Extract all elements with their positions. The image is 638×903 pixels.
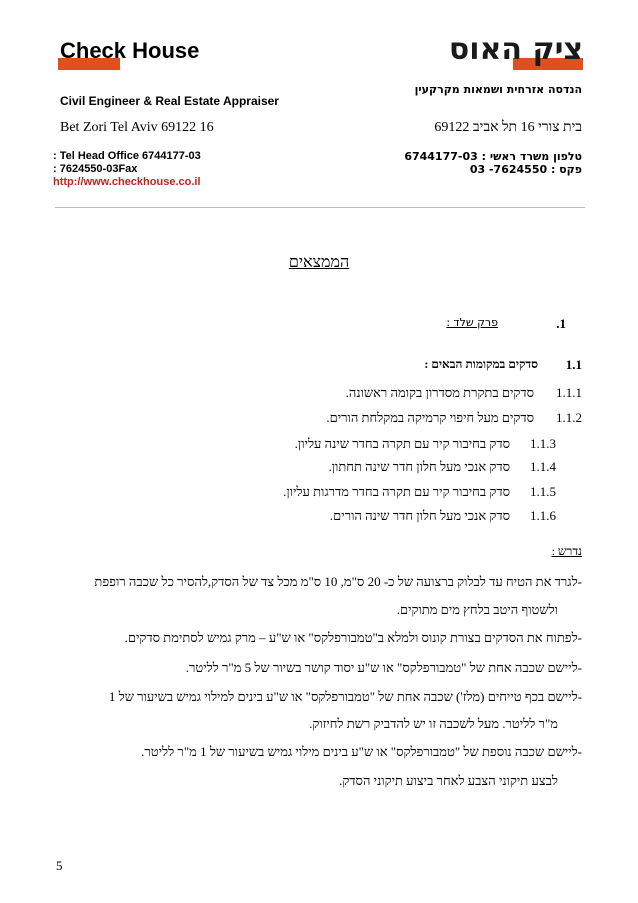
fax-hebrew: פקס : 7624550- 03 xyxy=(469,163,582,176)
logo-english xyxy=(60,38,199,64)
required-line: -ליישם שכבה נוספת של "טמבורפלקס" או ש"ע בינים מילוי גמיש בשיעור של 1 מ"ר לליטר. xyxy=(141,744,582,759)
required-line: לבצע תיקוני הצבע לאחר ביצוע תיקוני הסדק. xyxy=(339,773,558,788)
section-1-1-number: 1.1 xyxy=(565,357,582,372)
section-1-number: .1 xyxy=(556,316,566,331)
item-number: 1.1.1 xyxy=(556,385,582,400)
page-number: 5 xyxy=(56,858,63,873)
subtitle-english: Civil Engineer & Real Estate Appraiser xyxy=(60,94,279,108)
page-title: הממצאים xyxy=(288,254,350,271)
logo-english-text: Check House xyxy=(60,38,200,63)
phone-english: : Tel Head Office 6744177-03 xyxy=(53,150,201,162)
section-1-1-label: סדקים במקומות הבאים : xyxy=(424,357,538,371)
item-number: 1.1.2 xyxy=(556,410,582,425)
contact-hebrew xyxy=(404,150,582,176)
item-text: סדק אנכי מעל חלון חדר שינה הורים. xyxy=(329,508,510,523)
item-number: 1.1.6 xyxy=(530,508,556,523)
required-line: -ליישם בכף טייחים (מלז') שכבה אחת של "טמבורפלקס" או ש"ע בינים למילוי גמיש בשיעור של 1 xyxy=(108,689,582,704)
contact-english xyxy=(53,150,201,189)
item-text: סדקים בתקרת מסדרון בקומה ראשונה. xyxy=(345,385,534,400)
address-english: Bet Zori Tel Aviv 69122 16 xyxy=(60,120,214,135)
section-1-label: פרק שלד : xyxy=(446,316,498,329)
required-line: -ליישם שכבה אחת של "טמבורפלקס" או ש"ע יסוד קושר בשיור של 5 מ"ר לליטר. xyxy=(185,660,582,675)
required-label: נדרש : xyxy=(551,544,582,558)
item-text: סדק בחיבור קיר עם תקרה בחדר מדרגות עליון. xyxy=(283,484,510,499)
item-number: 1.1.3 xyxy=(530,436,556,451)
required-line: מ"ר לליטר. מעל לשכבה זו יש להדביק רשת לחיזוק. xyxy=(309,716,558,731)
item-text: סדקים מעל חיפוי קרמיקה במקלחת הורים. xyxy=(326,410,534,425)
logo-hebrew-text: ציק האוס xyxy=(448,32,583,67)
subtitle-hebrew: הנדסה אזרחית ושמאות מקרקעין xyxy=(414,83,582,96)
item-number: 1.1.4 xyxy=(530,459,556,474)
required-line: -לפתוח את הסדקים בצורת קונוס ולמלא ב"טמבורפלקס" או ש"ע – מרק גמיש לסתימת סדקים. xyxy=(124,630,582,645)
required-line: ולשטוף היטב בלחץ מים מתוקים. xyxy=(396,602,558,617)
header-divider xyxy=(55,207,585,208)
item-number: 1.1.5 xyxy=(530,484,556,499)
required-line: -לגרד את הטיח עד לבלוק ברצועה של כ- 20 ס"מ, 10 ס"מ מכל צד של הסדק,להסיר כל שכבה רופפת xyxy=(94,574,582,589)
item-text: סדק אנכי מעל חלון חדר שינה תחתון. xyxy=(328,459,510,474)
item-text: סדק בחיבור קיר עם תקרה בחדר שינה עליון. xyxy=(294,436,510,451)
address-hebrew: בית צורי 16 תל אביב 69122 xyxy=(434,120,582,135)
phone-hebrew: טלפון משרד ראשי : 6744177-03 xyxy=(404,150,582,163)
logo-hebrew xyxy=(449,32,583,67)
website-link[interactable]: http://www.checkhouse.co.il xyxy=(53,176,201,188)
fax-english: : 7624550-03Fax xyxy=(53,163,138,175)
